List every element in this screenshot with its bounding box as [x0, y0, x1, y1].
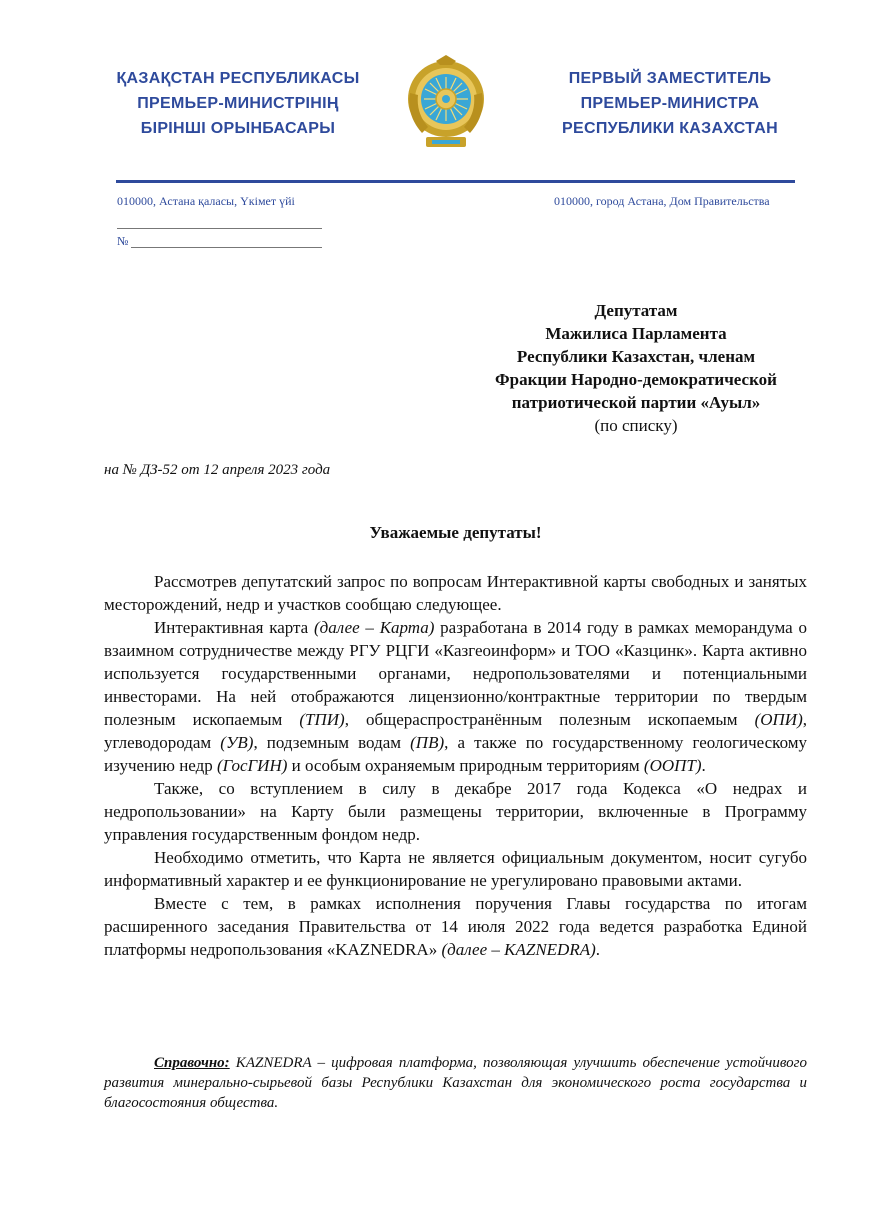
greeting: Уважаемые депутаты! — [369, 523, 542, 542]
recipient-line: Республики Казахстан, членам — [516, 347, 756, 366]
paragraph-2: Интерактивная карта (далее – Карта) разработана в 2014 году в рамках меморандума о взаимном сотрудничестве между РГУ РЦГИ «Казгеоинформ» и ТОО «Казцинк». Карта активно используется государственными органами, недропользователями и потенциальными инвесторами. На ней отображаются лицензионно/контрактные территории по твердым полезным ископаемым (ТПИ), общераспространённым полезным ископаемым (ОПИ), углеводородам (УВ), подземным водам (ПВ), а также по государственному геологическому изучению недр (ГосГИН) и особым охраняемым природным территориям (ООПТ). — [104, 618, 808, 775]
recipient-block — [455, 299, 817, 437]
header-left-line: ПРЕМЬЕР-МИНИСТРІНІҢ — [137, 95, 339, 112]
paragraph-4: Необходимо отметить, что Карта не является официальным документом, носит сугубо информативный характер и ее функционирование не урегулировано правовыми актами. — [104, 848, 807, 890]
paragraph-3: Также, со вступлением в силу в декабре 2017 года Кодекса «О недрах и недропользовании» на Карту были размещены территории, включенные в Программу управления государственным фондом недр. — [104, 779, 807, 844]
recipient-line: Депутатам — [594, 301, 678, 320]
header-divider — [116, 180, 795, 183]
recipient-line: патриотической партии «Ауыл» — [511, 393, 761, 412]
footnote-text: KAZNEDRA – цифровая платформа, позволяющая улучшить обеспечение устойчивого развития минерально-сырьевой базы Республики Казахстан для экономического роста государства и благосостояния общества. — [104, 1055, 807, 1111]
paragraph-5: Вместе с тем, в рамках исполнения поручения Главы государства по итогам расширенного заседания Правительства от 14 июля 2022 года ведется разработка Единой платформы недропользования «KAZNEDRA» (далее – KAZNEDRA). — [104, 894, 807, 959]
header-right-line: ПЕРВЫЙ ЗАМЕСТИТЕЛЬ — [568, 70, 772, 87]
header-left-block — [88, 66, 388, 141]
outgoing-number-label: № — [117, 234, 129, 248]
footnote — [104, 1053, 807, 1113]
recipient-note: (по списку) — [594, 416, 678, 435]
recipient-line: Мажилиса Парламента — [545, 324, 727, 343]
header-right-line: РЕСПУБЛИКИ КАЗАХСТАН — [562, 120, 778, 137]
outgoing-number-line — [131, 247, 322, 248]
blank-line — [117, 228, 322, 229]
letter-body — [104, 570, 807, 961]
state-emblem-icon — [402, 53, 490, 153]
recipient-line: Фракции Народно-демократической — [495, 370, 777, 389]
header-right-block — [520, 66, 820, 141]
header-left-line: ҚАЗАҚСТАН РЕСПУБЛИКАСЫ — [116, 70, 360, 87]
address-right: 010000, город Астана, Дом Правительства — [554, 194, 770, 208]
reference-line: на № ДЗ-52 от 12 апреля 2023 года — [104, 462, 331, 478]
footnote-label: Справочно: — [154, 1055, 230, 1071]
address-left: 010000, Астана қаласы, Үкімет үйі — [117, 194, 295, 208]
header-right-line: ПРЕМЬЕР-МИНИСТРА — [580, 95, 760, 112]
paragraph-1: Рассмотрев депутатский запрос по вопросам Интерактивной карты свободных и занятых месторождений, недр и участков сообщаю следующее. — [104, 572, 807, 614]
header-left-line: БІРІНШІ ОРЫНБАСАРЫ — [140, 120, 336, 137]
